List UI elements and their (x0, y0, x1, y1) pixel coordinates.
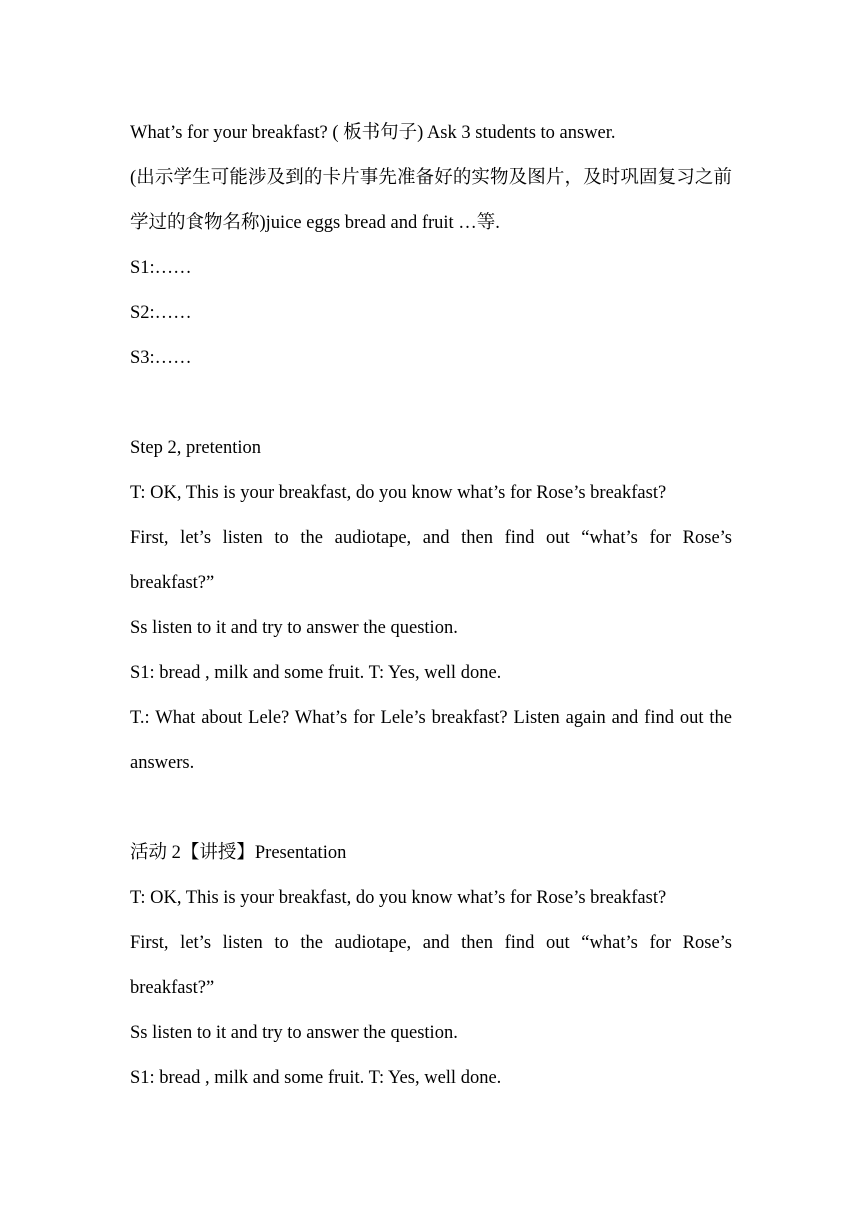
paragraph-food-cards-note: (出示学生可能涉及到的卡片事先准备好的实物及图片，及时巩固复习之前学过的食物名称)juice eggs bread and fruit …等. (130, 168, 732, 233)
paragraph-teacher-prompt: T: OK, This is your breakfast, do you know what’s for Rose’s breakfast? (130, 483, 667, 503)
paragraph-student-answer-repeat: S1: bread , milk and some fruit. T: Yes, well done. (130, 1068, 502, 1088)
paragraph-student-2: S2:…… (130, 303, 192, 323)
paragraph-activity-heading: 活动 2【讲授】Presentation (130, 843, 347, 863)
blank-line (130, 786, 732, 831)
paragraph-student-3: S3:…… (130, 348, 192, 368)
document-body (130, 111, 732, 1101)
paragraph-listen-instruction-repeat: First, let’s listen to the audiotape, and then find out “what’s for Rose’s breakfast?” (130, 933, 732, 998)
paragraph-step-heading: Step 2, pretention (130, 438, 262, 458)
paragraph-student-1: S1:…… (130, 258, 192, 278)
blank-line (130, 381, 732, 426)
paragraph-teacher-prompt-repeat: T: OK, This is your breakfast, do you know what’s for Rose’s breakfast? (130, 888, 667, 908)
paragraph-student-answer: S1: bread , milk and some fruit. T: Yes, well done. (130, 663, 502, 683)
paragraph-students-listen-repeat: Ss listen to it and try to answer the question. (130, 1023, 458, 1043)
paragraph-students-listen: Ss listen to it and try to answer the question. (130, 618, 458, 638)
paragraph-lele-question: T.: What about Lele? What’s for Lele’s breakfast? Listen again and find out the answers. (130, 708, 732, 773)
paragraph-listen-instruction: First, let’s listen to the audiotape, and then find out “what’s for Rose’s breakfast?” (130, 528, 732, 593)
paragraph-question: What’s for your breakfast? ( 板书句子) Ask 3 students to answer. (130, 123, 616, 143)
